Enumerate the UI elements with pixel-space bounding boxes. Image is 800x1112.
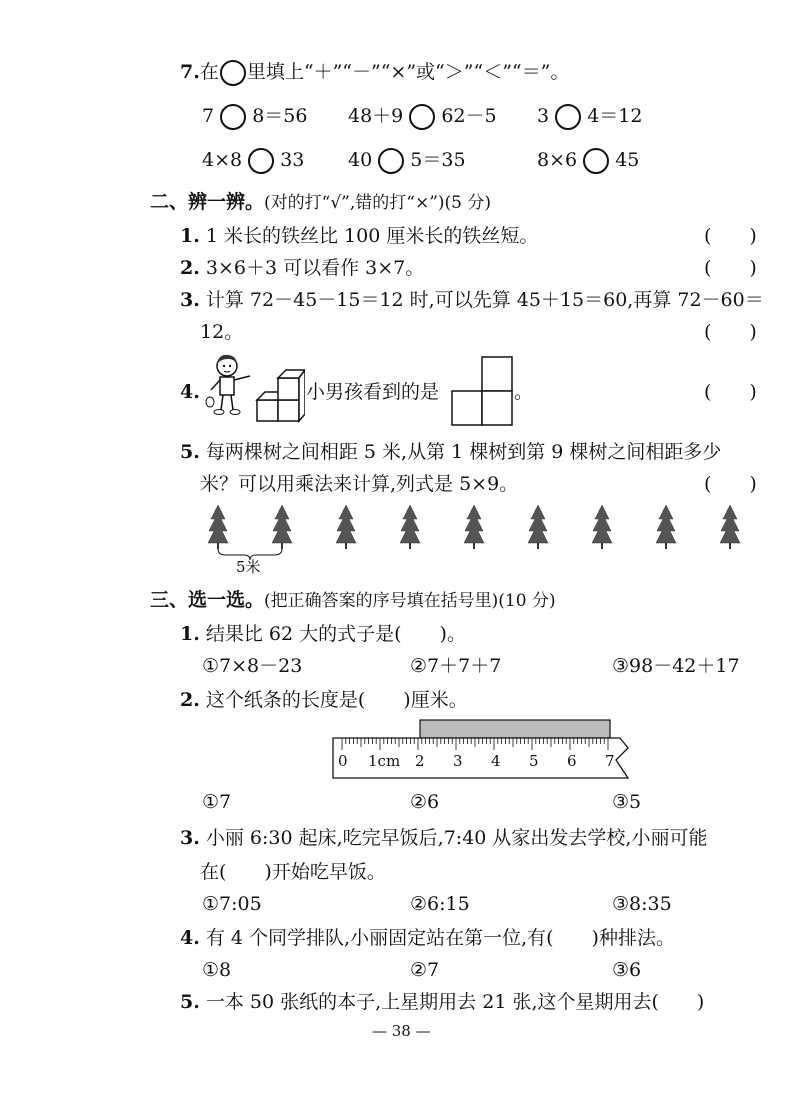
s3-q3-option[interactable]: ③8:35 <box>612 893 672 915</box>
q7-item-3: 3 4＝12 <box>537 104 642 130</box>
s2-q4-text-a: 小男孩看到的是 <box>306 381 440 403</box>
s2-q5-line1: 5. 每两棵树之间相距 5 米,从第 1 棵树到第 9 棵树之间相距多少 <box>180 441 722 463</box>
q7-heading <box>180 60 569 86</box>
section3-title: 三、选一选。 <box>150 589 265 611</box>
answer-paren[interactable]: ( ) <box>704 473 757 495</box>
answer-paren[interactable]: ( ) <box>704 321 757 343</box>
q7-text-b: 里填上“＋”“－”“×”或“＞”“＜”“＝”。 <box>246 61 570 83</box>
q7-item-4: 4×8 33 <box>202 148 304 174</box>
s2-q4-number: 4. <box>180 381 200 403</box>
ruler-label: 6 <box>567 752 577 770</box>
page-number: — 38 — <box>372 1022 431 1040</box>
q7-number: 7. <box>180 61 200 83</box>
s2-q5-line2: 米？可以用乘法来计算,列式是 5×9。 <box>200 473 519 495</box>
tree-icon <box>592 505 612 549</box>
tree-icon <box>272 505 292 549</box>
s3-q2-option[interactable]: ①7 <box>202 791 232 813</box>
s3-q1-option[interactable]: ①7×8－23 <box>202 655 303 677</box>
ruler-label: 0 <box>338 752 348 770</box>
answer-circle[interactable] <box>378 148 404 174</box>
answer-circle[interactable] <box>220 104 246 130</box>
s3-q2-option[interactable]: ②6 <box>410 791 440 813</box>
s3-q4-option[interactable]: ②7 <box>410 959 440 981</box>
tree-icon <box>208 505 228 549</box>
s3-q2-option[interactable]: ③5 <box>612 791 642 813</box>
s2-q1: 1. 1 米长的铁丝比 100 厘米长的铁丝短。 <box>180 225 539 247</box>
s3-q1-option[interactable]: ②7＋7＋7 <box>410 655 502 677</box>
section2-title: 二、辨一辨。 <box>150 191 265 213</box>
s3-q3-line2: 在( )开始吃早饭。 <box>200 861 386 883</box>
tree-icon <box>400 505 420 549</box>
s3-q1-option[interactable]: ③98－42＋17 <box>612 655 740 677</box>
s2-q3-line2: 12。 <box>200 321 244 343</box>
ruler-label: 3 <box>453 752 463 770</box>
paper-strip <box>420 720 610 738</box>
ruler-labels <box>330 752 640 776</box>
tree-icon <box>528 505 548 549</box>
answer-circle-icon <box>220 60 246 86</box>
tree-icon <box>336 505 356 549</box>
ruler-label: 1cm <box>368 752 401 770</box>
s2-q3-line1: 3. 计算 72－45－15＝12 时,可以先算 45＋15＝60,再算 72－60＝ <box>180 289 764 311</box>
ruler-label: 5 <box>529 752 539 770</box>
s2-q4-text-b: 。 <box>514 381 534 403</box>
section3-note: (把正确答案的序号填在括号里)(10 分) <box>264 591 556 611</box>
tree-row <box>200 505 760 575</box>
q7-item-6: 8×6 45 <box>537 148 639 174</box>
ruler-label: 4 <box>491 752 501 770</box>
s2-q2: 2. 3×6＋3 可以看作 3×7。 <box>180 257 425 279</box>
answer-circle[interactable] <box>248 148 274 174</box>
s3-q4-option[interactable]: ①8 <box>202 959 232 981</box>
section2-heading <box>150 190 491 215</box>
section2-note: (对的打“√”,错的打“×”)(5 分) <box>264 193 492 213</box>
q7-item-2: 48＋9 62－5 <box>348 104 497 130</box>
s3-q3-line1: 3. 小丽 6:30 起床,吃完早饭后,7:40 从家出发去学校,小丽可能 <box>180 827 708 849</box>
s3-q3-option[interactable]: ②6:15 <box>410 893 470 915</box>
answer-paren[interactable]: ( ) <box>704 381 757 403</box>
answer-paren[interactable]: ( ) <box>704 225 757 247</box>
tree-icon <box>720 505 740 549</box>
s3-q3-option[interactable]: ①7:05 <box>202 893 262 915</box>
q7-item-1: 7 8＝56 <box>202 104 307 130</box>
boy-looking-at-cubes-icon <box>205 352 305 427</box>
s3-q1: 1. 结果比 62 大的式子是( )。 <box>180 623 466 645</box>
tree-icon <box>656 505 676 549</box>
distance-label: 5米 <box>236 558 261 576</box>
answer-circle[interactable] <box>555 104 581 130</box>
answer-paren[interactable]: ( ) <box>704 257 757 279</box>
front-view-squares-icon <box>451 355 513 427</box>
q7-text-a: 在 <box>199 61 219 83</box>
answer-circle[interactable] <box>409 104 435 130</box>
ruler-label: 2 <box>415 752 425 770</box>
answer-circle[interactable] <box>583 148 609 174</box>
ruler-label: 7 <box>605 752 615 770</box>
s3-q4-option[interactable]: ③6 <box>612 959 642 981</box>
s3-q4: 4. 有 4 个同学排队,小丽固定站在第一位,有( )种排法。 <box>180 927 675 949</box>
s3-q2: 2. 这个纸条的长度是( )厘米。 <box>180 689 468 711</box>
tree-icon <box>464 505 484 549</box>
section3-heading <box>150 588 556 613</box>
q7-item-5: 40 5＝35 <box>348 148 466 174</box>
s3-q5: 5. 一本 50 张纸的本子,上星期用去 21 张,这个星期用去( ) <box>180 991 705 1013</box>
